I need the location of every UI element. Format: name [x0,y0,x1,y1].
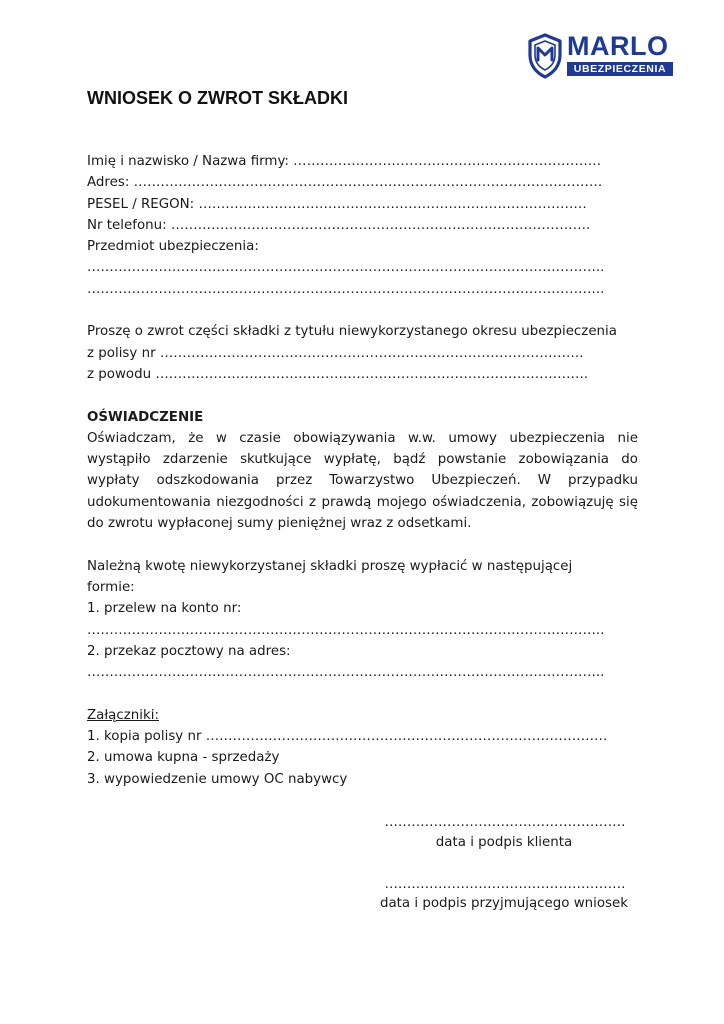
statement-heading: OŚWIADCZENIE [87,409,204,425]
marlo-logo [527,33,677,79]
spacer [87,300,638,321]
field-subject-line-1[interactable]: …………………………………………………………………………………………………….. [87,260,605,276]
attachments-heading: Załączniki: [87,707,159,723]
logo-wordmark: MARLO [567,31,669,61]
payment-option-postal: 2. przekaz pocztowy na adres: [87,643,291,659]
field-address[interactable]: Adres: …………………………………………………………………………………………… [87,175,603,191]
field-subject-label: Przedmiot ubezpieczenia: [87,239,259,255]
statement-text: Oświadczam, że w czasie obowiązywania w.w. umowy ubezpieczenia nie wystąpiło zdarzenie skutkujące wypłatę, bądź powstanie zobowiązania do wypłaty odszkodowania przez Towarzystwo Ubezpieczeń. W przypadku udokumentowania niezgodności z prawdą mojego oświadczenia, zobowiązuję się do zwrotu wypłaconej sumy pieniężnej wraz z odsetkami. [87,430,638,532]
spacer [87,534,638,555]
field-phone[interactable]: Nr telefonu: …………………………………………………………………………………. [87,217,591,233]
field-policy-number[interactable]: z polisy nr ………………………………………………………………………………….. [87,345,584,361]
field-postal-address[interactable]: …………………………………………………………………………………………………….. [87,665,605,681]
payment-option-transfer: 1. przelew na konto nr: [87,601,242,617]
client-signature-line[interactable]: ……………………………………………… [384,815,626,830]
field-account-number[interactable]: …………………………………………………………………………………………………….. [87,622,605,638]
field-pesel-regon[interactable]: PESEL / REGON: …………………………………………………………………………… [87,196,587,212]
field-subject-line-2[interactable]: …………………………………………………………………………………………………….. [87,281,605,297]
attachment-item: 3. wypowiedzenie umowy OC nabywcy [87,771,348,787]
receiver-signature-line[interactable]: ……………………………………………… [384,877,626,892]
attachment-item[interactable]: 1. kopia polisy nr ……………………………………………………………………………… [87,729,608,745]
document-title: WNIOSEK O ZWROT SKŁADKI [87,88,348,108]
shield-icon [527,33,563,79]
field-name[interactable]: Imię i nazwisko / Nazwa firmy: …………………………………………………………… [87,154,602,169]
field-reason[interactable]: z powodu ……………………………………………………………………………………. [87,366,589,382]
attachment-item: 2. umowa kupna - sprzedaży [87,750,280,766]
form-body [87,151,638,790]
payment-intro-2: formie: [87,579,135,595]
client-signature-label: data i podpis klienta [435,835,573,850]
logo-subtitle: UBEZPIECZENIA [567,62,673,76]
spacer [87,683,638,704]
request-text: Proszę o zwrot części składki z tytułu niewykorzystanego okresu ubezpieczenia [87,324,617,340]
spacer [87,385,638,406]
payment-intro: Należną kwotę niewykorzystanej składki proszę wypłacić w następującej [87,558,573,574]
receiver-signature-label: data i podpis przyjmującego wniosek [379,896,629,911]
